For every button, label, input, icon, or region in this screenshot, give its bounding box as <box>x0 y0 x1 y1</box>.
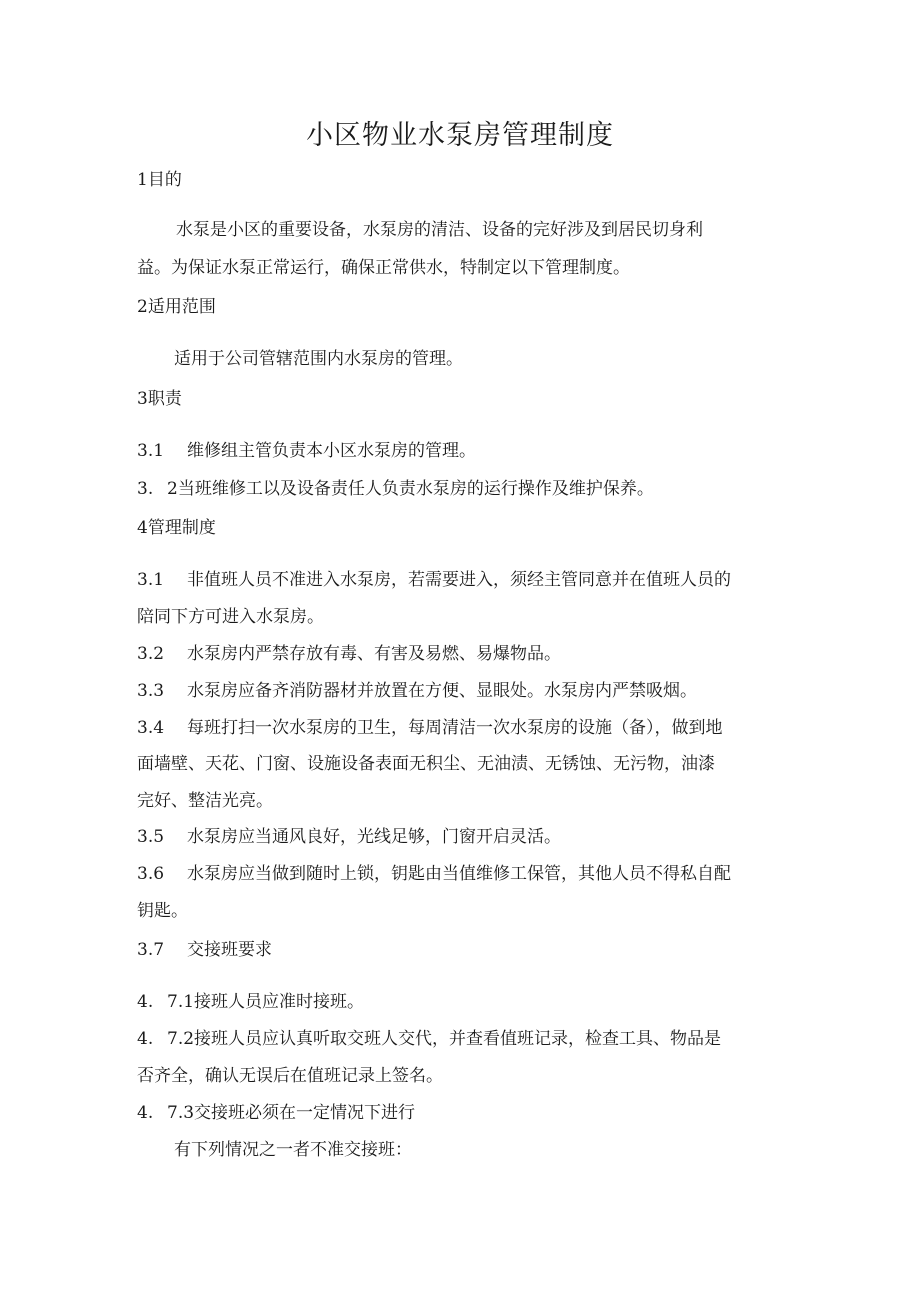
handover-item-number: 4. <box>137 1103 154 1123</box>
section-heading-rules: 4管理制度 <box>137 518 216 538</box>
purpose-body-line-2: 益。为保证水泵正常运行，确保正常供水，特制定以下管理制度。 <box>137 258 630 278</box>
handover-item-continuation: 否齐全，确认无误后在值班记录上签名。 <box>137 1066 443 1086</box>
rule-item-text: 水泵房应备齐消防器材并放置在方便、显眼处。水泵房内严禁吸烟。 <box>187 681 697 701</box>
rule-item <box>137 568 731 592</box>
rule-item-number: 3.6 <box>137 864 165 884</box>
rule-item-text: 水泵房应当通风良好，光线足够，门窗开启灵活。 <box>187 827 561 847</box>
duty-item-text: 维修组主管负责本小区水泵房的管理。 <box>187 441 476 461</box>
rule-item <box>137 642 561 666</box>
rule-item-number: 3.2 <box>137 644 165 664</box>
duty-item <box>137 477 654 501</box>
rule-item-number: 3.4 <box>137 718 165 738</box>
rule-item-number: 3.3 <box>137 681 165 701</box>
duty-item-number: 3.1 <box>137 441 165 461</box>
rule-item-continuation: 钥匙。 <box>137 901 188 921</box>
rule-item-text: 水泵房内严禁存放有毒、有害及易燃、易爆物品。 <box>187 644 561 664</box>
handover-item-text: 7.1接班人员应准时接班。 <box>167 992 365 1012</box>
duty-item-text: 2当班维修工以及设备责任人负责水泵房的运行操作及维护保养。 <box>167 479 654 499</box>
rule-item-continuation: 面墙壁、天花、门窗、设施设备表面无积尘、无油渍、无锈蚀、无污物，油漆 <box>137 754 715 774</box>
rule-item-number: 3.7 <box>137 940 165 960</box>
rule-item-number: 3.1 <box>137 570 165 590</box>
handover-item-number: 4. <box>137 1029 154 1049</box>
handover-item-text: 7.3交接班必须在一定情况下进行 <box>167 1103 416 1123</box>
handover-item-number: 4. <box>137 992 154 1012</box>
rule-item-number: 3.5 <box>137 827 165 847</box>
rule-item <box>137 679 697 703</box>
rule-item <box>137 862 731 886</box>
section-heading-duties: 3职责 <box>137 389 182 409</box>
rule-item <box>137 716 723 740</box>
rule-item-continuation: 陪同下方可进入水泵房。 <box>137 607 324 627</box>
rule-item-text: 非值班人员不准进入水泵房，若需要进入，须经主管同意并在值班人员的 <box>187 570 731 590</box>
duty-item-number: 3. <box>137 479 154 499</box>
rule-item-continuation: 完好、整洁光亮。 <box>137 791 273 811</box>
handover-item <box>137 1101 415 1125</box>
handover-item-text: 7.2接班人员应认真听取交班人交代，并查看值班记录，检查工具、物品是 <box>167 1029 722 1049</box>
rule-item-text: 水泵房应当做到随时上锁，钥匙由当值维修工保管，其他人员不得私自配 <box>187 864 731 884</box>
handover-note: 有下列情况之一者不准交接班： <box>174 1140 412 1160</box>
document-title: 小区物业水泵房管理制度 <box>306 120 614 151</box>
duty-item <box>137 439 476 463</box>
rule-item-text: 交接班要求 <box>187 940 272 960</box>
handover-item <box>137 990 364 1014</box>
rule-item-text: 每班打扫一次水泵房的卫生，每周清洁一次水泵房的设施（备），做到地 <box>187 718 723 738</box>
handover-item <box>137 1027 721 1051</box>
section-heading-purpose: 1目的 <box>137 170 182 190</box>
section-heading-scope: 2适用范围 <box>137 297 216 317</box>
rule-item <box>137 938 272 962</box>
purpose-body-line-1: 水泵是小区的重要设备，水泵房的清洁、设备的完好涉及到居民切身利 <box>176 220 703 240</box>
rule-item <box>137 825 561 849</box>
scope-body: 适用于公司管辖范围内水泵房的管理。 <box>174 349 463 369</box>
